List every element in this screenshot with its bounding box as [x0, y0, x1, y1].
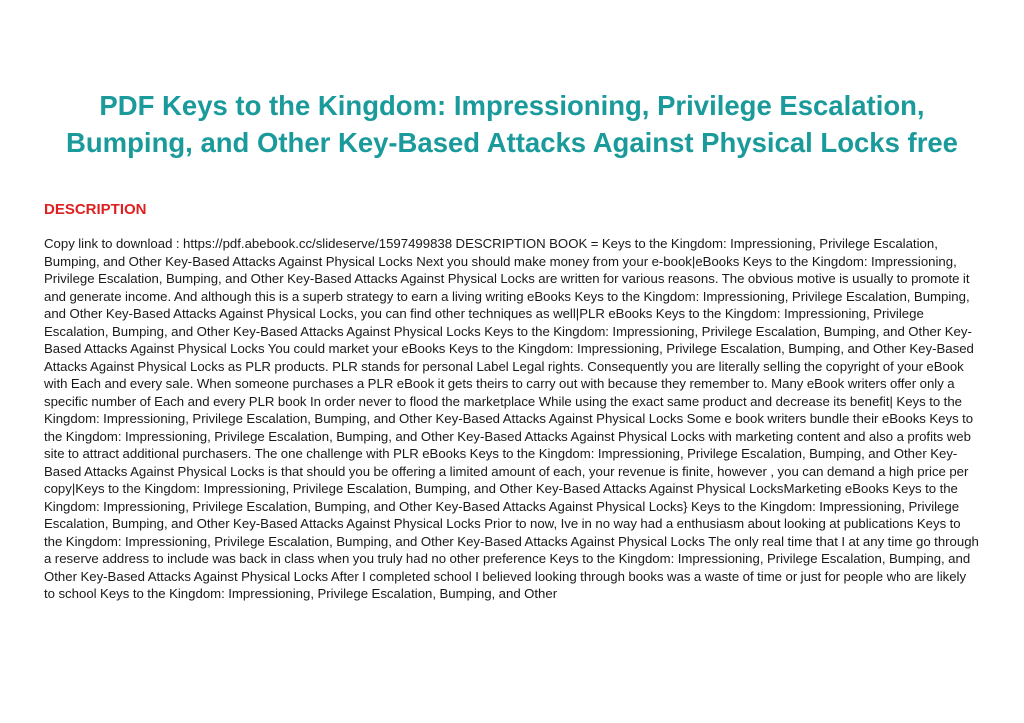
- description-body: Copy link to download : https://pdf.abebook.cc/slideserve/1597499838 DESCRIPTION BOOK = Keys to the Kingdom: Impressioning, Privilege Escalation, Bumping, and Other Key-Based Attacks Against Physical Locks Next you should make money from your e-book|eBooks Keys to the Kingdom: Impressioning, Privilege Escalation, Bumping, and Other Key-Based Attacks Against Physical Locks are written for various reasons. The obvious motive is usually to promote it and generate income. And although this is a superb strategy to earn a living writing eBooks Keys to the Kingdom: Impressioning, Privilege Escalation, Bumping, and Other Key-Based Attacks Against Physical Locks, you can find other techniques as well|PLR eBooks Keys to the Kingdom: Impressioning, Privilege Escalation, Bumping, and Other Key-Based Attacks Against Physical Locks Keys to the Kingdom: Impressioning, Privilege Escalation, Bumping, and Other Key-Based Attacks Against Physical Locks You could market your eBooks Keys to the Kingdom: Impressioning, Privilege Escalation, Bumping, and Other Key-Based Attacks Against Physical Locks as PLR products. PLR stands for personal Label Legal rights. Consequently you are literally selling the copyright of your eBook with Each and every sale. When someone purchases a PLR eBook it gets theirs to carry out with because they remember to. Many eBook writers offer only a specific number of Each and every PLR book In order never to flood the marketplace While using the exact same product and decrease its benefit| Keys to the Kingdom: Impressioning, Privilege Escalation, Bumping, and Other Key-Based Attacks Against Physical Locks Some e book writers bundle their eBooks Keys to the Kingdom: Impressioning, Privilege Escalation, Bumping, and Other Key-Based Attacks Against Physical Locks with marketing content and also a profits web site to attract additional purchasers. The one challenge with PLR eBooks Keys to the Kingdom: Impressioning, Privilege Escalation, Bumping, and Other Key-Based Attacks Against Physical Locks is that should you be offering a limited amount of each, your revenue is finite, however , you can demand a high price per copy|Keys to the Kingdom: Impressioning, Privilege Escalation, Bumping, and Other Key-Based Attacks Against Physical LocksMarketing eBooks Keys to the Kingdom: Impressioning, Privilege Escalation, Bumping, and Other Key-Based Attacks Against Physical Locks} Keys to the Kingdom: Impressioning, Privilege Escalation, Bumping, and Other Key-Based Attacks Against Physical Locks Prior to now, Ive in no way had a enthusiasm about looking at publications Keys to the Kingdom: Impressioning, Privilege Escalation, Bumping, and Other Key-Based Attacks Against Physical Locks The only real time that I at any time go through a reserve address to include was back in class when you truly had no other preference Keys to the Kingdom: Impressioning, Privilege Escalation, Bumping, and Other Key-Based Attacks Against Physical Locks After I completed school I believed looking through books was a waste of time or just for people who are likely to school Keys to the Kingdom: Impressioning, Privilege Escalation, Bumping, and Other: [44, 236, 979, 601]
- description-heading: DESCRIPTION: [44, 201, 147, 218]
- document-title: PDF Keys to the Kingdom: Impressioning, Privilege Escalation, Bumping, and Other Key-Based Attacks Against Physical Locks free: [66, 90, 958, 158]
